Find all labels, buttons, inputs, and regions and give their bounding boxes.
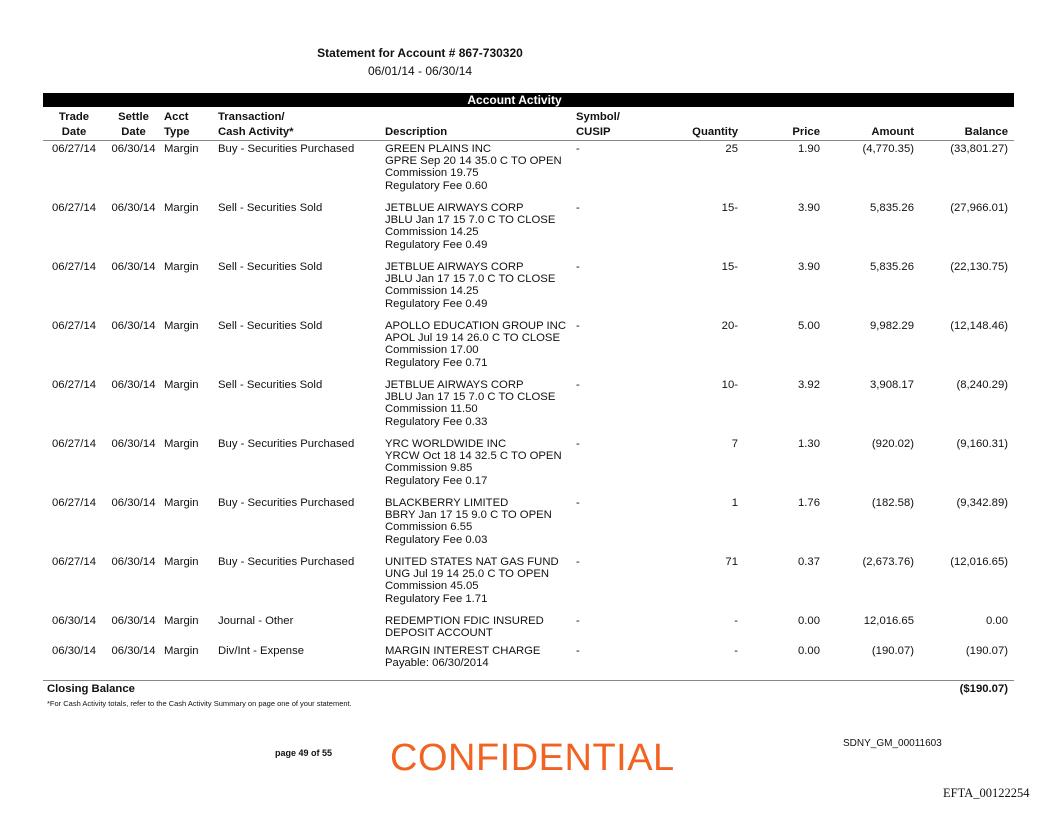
settle-date-cell: 06/30/14 [111, 320, 156, 332]
symbol-cell: - [576, 556, 580, 568]
quantity-cell: 71 [725, 556, 738, 568]
col-description: Description [383, 109, 576, 141]
trade-date-cell: 06/27/14 [52, 497, 96, 509]
table-row [43, 200, 1014, 259]
transaction-cell: Buy - Securities Purchased [218, 143, 355, 155]
settle-date-cell: 06/30/14 [111, 615, 156, 627]
description-cell [383, 495, 576, 554]
balance-cell: (190.07) [965, 645, 1008, 657]
transaction-cell: Sell - Securities Sold [218, 320, 323, 332]
col-trade-date: Trade Date [43, 109, 105, 141]
description-line: Commission 9.85 [385, 462, 473, 475]
price-cell: 0.00 [798, 615, 820, 627]
quantity-cell: 25 [725, 143, 738, 155]
settle-date-cell: 06/30/14 [111, 645, 156, 657]
description-cell [383, 436, 576, 495]
description-line: YRCW Oct 18 14 32.5 C TO OPEN [385, 450, 562, 463]
description-cell [383, 554, 576, 613]
description-line: Commission 14.25 [385, 226, 479, 239]
description-line: Regulatory Fee 0.33 [385, 415, 488, 428]
symbol-cell: - [576, 320, 580, 332]
description-cell [383, 318, 576, 377]
amount-cell: (4,770.35) [862, 143, 914, 155]
description-line: Commission 14.25 [385, 285, 479, 298]
amount-cell: (190.07) [871, 645, 914, 657]
quantity-cell: - [734, 645, 738, 657]
table-row [43, 613, 1014, 643]
symbol-cell: - [576, 497, 580, 509]
confidential-stamp: CONFIDENTIAL [390, 737, 675, 779]
quantity-cell: 1 [731, 497, 738, 509]
description-line: Regulatory Fee 0.49 [385, 238, 488, 251]
description-line: JBLU Jan 17 15 7.0 C TO CLOSE [385, 391, 556, 404]
col-settle-date: Settle Date [105, 109, 162, 141]
trade-date-cell: 06/30/14 [52, 615, 96, 627]
settle-date-cell: 06/30/14 [111, 143, 156, 155]
symbol-cell: - [576, 615, 580, 627]
description-line: BLACKBERRY LIMITED [385, 497, 509, 509]
price-cell: 5.00 [798, 320, 820, 332]
col-balance: Balance [914, 109, 1014, 141]
acct-type-cell: Margin [164, 143, 199, 155]
acct-type-cell: Margin [164, 438, 199, 450]
description-cell [383, 259, 576, 318]
col-symbol: Symbol/ CUSIP [576, 109, 636, 141]
settle-date-cell: 06/30/14 [111, 497, 156, 509]
amount-cell: (920.02) [871, 438, 914, 450]
table-row [43, 141, 1014, 201]
price-cell: 0.00 [798, 645, 820, 657]
price-cell: 1.76 [798, 497, 820, 509]
symbol-cell: - [576, 202, 580, 214]
closing-balance-label: Closing Balance [47, 683, 135, 695]
transaction-cell: Sell - Securities Sold [218, 379, 323, 391]
balance-cell: (12,148.46) [950, 320, 1008, 332]
description-line: JETBLUE AIRWAYS CORP [385, 379, 524, 391]
amount-cell: (182.58) [871, 497, 914, 509]
description-line: Commission 17.00 [385, 344, 479, 357]
table-row [43, 377, 1014, 436]
page-number: page 49 of 55 [275, 748, 333, 758]
description-line: UNG Jul 19 14 25.0 C TO OPEN [385, 568, 550, 581]
trade-date-cell: 06/27/14 [52, 143, 96, 155]
price-cell: 3.90 [798, 202, 820, 214]
table-row [43, 554, 1014, 613]
col-quantity: Quantity [636, 109, 738, 141]
amount-cell: 9,982.29 [870, 320, 914, 332]
efta-number: EFTA_00122254 [943, 786, 1030, 800]
description-line: REDEMPTION FDIC INSURED [385, 615, 544, 627]
trade-date-cell: 06/27/14 [52, 261, 96, 273]
transaction-cell: Buy - Securities Purchased [218, 438, 355, 450]
trade-date-cell: 06/27/14 [52, 556, 96, 568]
transaction-cell: Sell - Securities Sold [218, 202, 323, 214]
amount-cell: 12,016.65 [863, 615, 914, 627]
symbol-cell: - [576, 645, 580, 657]
price-cell: 1.30 [798, 438, 820, 450]
transaction-cell: Buy - Securities Purchased [218, 556, 355, 568]
trade-date-cell: 06/30/14 [52, 645, 96, 657]
settle-date-cell: 06/30/14 [111, 379, 156, 391]
statement-title: Statement for Account # 867-730320 [317, 46, 523, 60]
description-line: YRC WORLDWIDE INC [385, 438, 507, 450]
trade-date-cell: 06/27/14 [52, 379, 96, 391]
description-line: UNITED STATES NAT GAS FUND [385, 556, 559, 568]
col-acct-type: Acct Type [162, 109, 216, 141]
amount-cell: 5,835.26 [870, 261, 914, 273]
description-cell [383, 377, 576, 436]
balance-cell: (8,240.29) [956, 379, 1008, 391]
description-line: Payable: 06/30/2014 [385, 657, 489, 670]
symbol-cell: - [576, 261, 580, 273]
account-activity-table [43, 109, 1014, 673]
symbol-cell: - [576, 438, 580, 450]
description-line: Regulatory Fee 0.49 [385, 297, 488, 310]
description-cell [383, 141, 576, 201]
price-cell: 0.37 [798, 556, 820, 568]
quantity-cell: 20- [721, 320, 738, 332]
description-line: MARGIN INTEREST CHARGE [385, 645, 541, 657]
trade-date-cell: 06/27/14 [52, 320, 96, 332]
statement-date-range: 06/01/14 - 06/30/14 [367, 64, 473, 78]
quantity-cell: 15- [721, 261, 738, 273]
table-header-row [43, 109, 1014, 141]
acct-type-cell: Margin [164, 202, 199, 214]
description-line: Commission 6.55 [385, 521, 473, 534]
balance-cell: (27,966.01) [950, 202, 1008, 214]
amount-cell: 5,835.26 [870, 202, 914, 214]
description-line: BBRY Jan 17 15 9.0 C TO OPEN [385, 509, 552, 522]
balance-cell: (12,016.65) [950, 556, 1008, 568]
section-title: Account Activity [467, 93, 562, 107]
closing-balance-row [43, 680, 1014, 695]
table-row [43, 436, 1014, 495]
description-cell [383, 643, 576, 673]
description-line: APOLLO EDUCATION GROUP INC [385, 320, 566, 332]
table-row [43, 318, 1014, 377]
footnote: *For Cash Activity totals, refer to the Cash Activity Summary on page one of your statement. [47, 699, 352, 708]
description-line: Regulatory Fee 0.71 [385, 356, 488, 369]
acct-type-cell: Margin [164, 556, 199, 568]
description-line: JETBLUE AIRWAYS CORP [385, 202, 524, 214]
acct-type-cell: Margin [164, 320, 199, 332]
transaction-cell: Div/Int - Expense [218, 645, 305, 657]
table-row [43, 643, 1014, 673]
description-line: DEPOSIT ACCOUNT [385, 627, 493, 640]
table-body [43, 141, 1014, 674]
price-cell: 3.92 [798, 379, 820, 391]
acct-type-cell: Margin [164, 615, 199, 627]
description-cell [383, 200, 576, 259]
description-line: JETBLUE AIRWAYS CORP [385, 261, 524, 273]
amount-cell: (2,673.76) [862, 556, 914, 568]
settle-date-cell: 06/30/14 [111, 438, 156, 450]
balance-cell: (9,342.89) [956, 497, 1008, 509]
description-line: Commission 19.75 [385, 167, 479, 180]
price-cell: 3.90 [798, 261, 820, 273]
transaction-cell: Buy - Securities Purchased [218, 497, 355, 509]
quantity-cell: 10- [721, 379, 738, 391]
bates-number: SDNY_GM_00011603 [843, 738, 942, 749]
amount-cell: 3,908.17 [870, 379, 914, 391]
closing-balance-value: ($190.07) [959, 683, 1008, 695]
acct-type-cell: Margin [164, 379, 199, 391]
quantity-cell: - [734, 615, 738, 627]
settle-date-cell: 06/30/14 [111, 556, 156, 568]
acct-type-cell: Margin [164, 645, 199, 657]
col-transaction: Transaction/ Cash Activity* [216, 109, 383, 141]
description-cell [383, 613, 576, 643]
description-line: JBLU Jan 17 15 7.0 C TO CLOSE [385, 214, 556, 227]
symbol-cell: - [576, 143, 580, 155]
acct-type-cell: Margin [164, 261, 199, 273]
quantity-cell: 15- [721, 202, 738, 214]
description-line: JBLU Jan 17 15 7.0 C TO CLOSE [385, 273, 556, 286]
balance-cell: (22,130.75) [950, 261, 1008, 273]
trade-date-cell: 06/27/14 [52, 202, 96, 214]
settle-date-cell: 06/30/14 [111, 202, 156, 214]
quantity-cell: 7 [731, 438, 738, 450]
col-price: Price [738, 109, 820, 141]
transaction-cell: Journal - Other [218, 615, 294, 627]
acct-type-cell: Margin [164, 497, 199, 509]
col-amount: Amount [820, 109, 914, 141]
balance-cell: (33,801.27) [950, 143, 1008, 155]
section-header-account-activity [43, 93, 1014, 107]
description-line: Regulatory Fee 0.60 [385, 179, 488, 192]
description-line: Regulatory Fee 1.71 [385, 592, 488, 605]
symbol-cell: - [576, 379, 580, 391]
description-line: Commission 45.05 [385, 580, 479, 593]
transaction-cell: Sell - Securities Sold [218, 261, 323, 273]
balance-cell: (9,160.31) [956, 438, 1008, 450]
description-line: Regulatory Fee 0.17 [385, 474, 488, 487]
table-row [43, 495, 1014, 554]
description-line: Regulatory Fee 0.03 [385, 533, 488, 546]
description-line: APOL Jul 19 14 26.0 C TO CLOSE [385, 332, 560, 345]
trade-date-cell: 06/27/14 [52, 438, 96, 450]
table-row [43, 259, 1014, 318]
description-line: Commission 11.50 [385, 403, 478, 416]
description-line: GPRE Sep 20 14 35.0 C TO OPEN [385, 155, 562, 168]
description-line: GREEN PLAINS INC [385, 143, 492, 155]
price-cell: 1.90 [798, 143, 820, 155]
balance-cell: 0.00 [986, 615, 1008, 627]
settle-date-cell: 06/30/14 [111, 261, 156, 273]
